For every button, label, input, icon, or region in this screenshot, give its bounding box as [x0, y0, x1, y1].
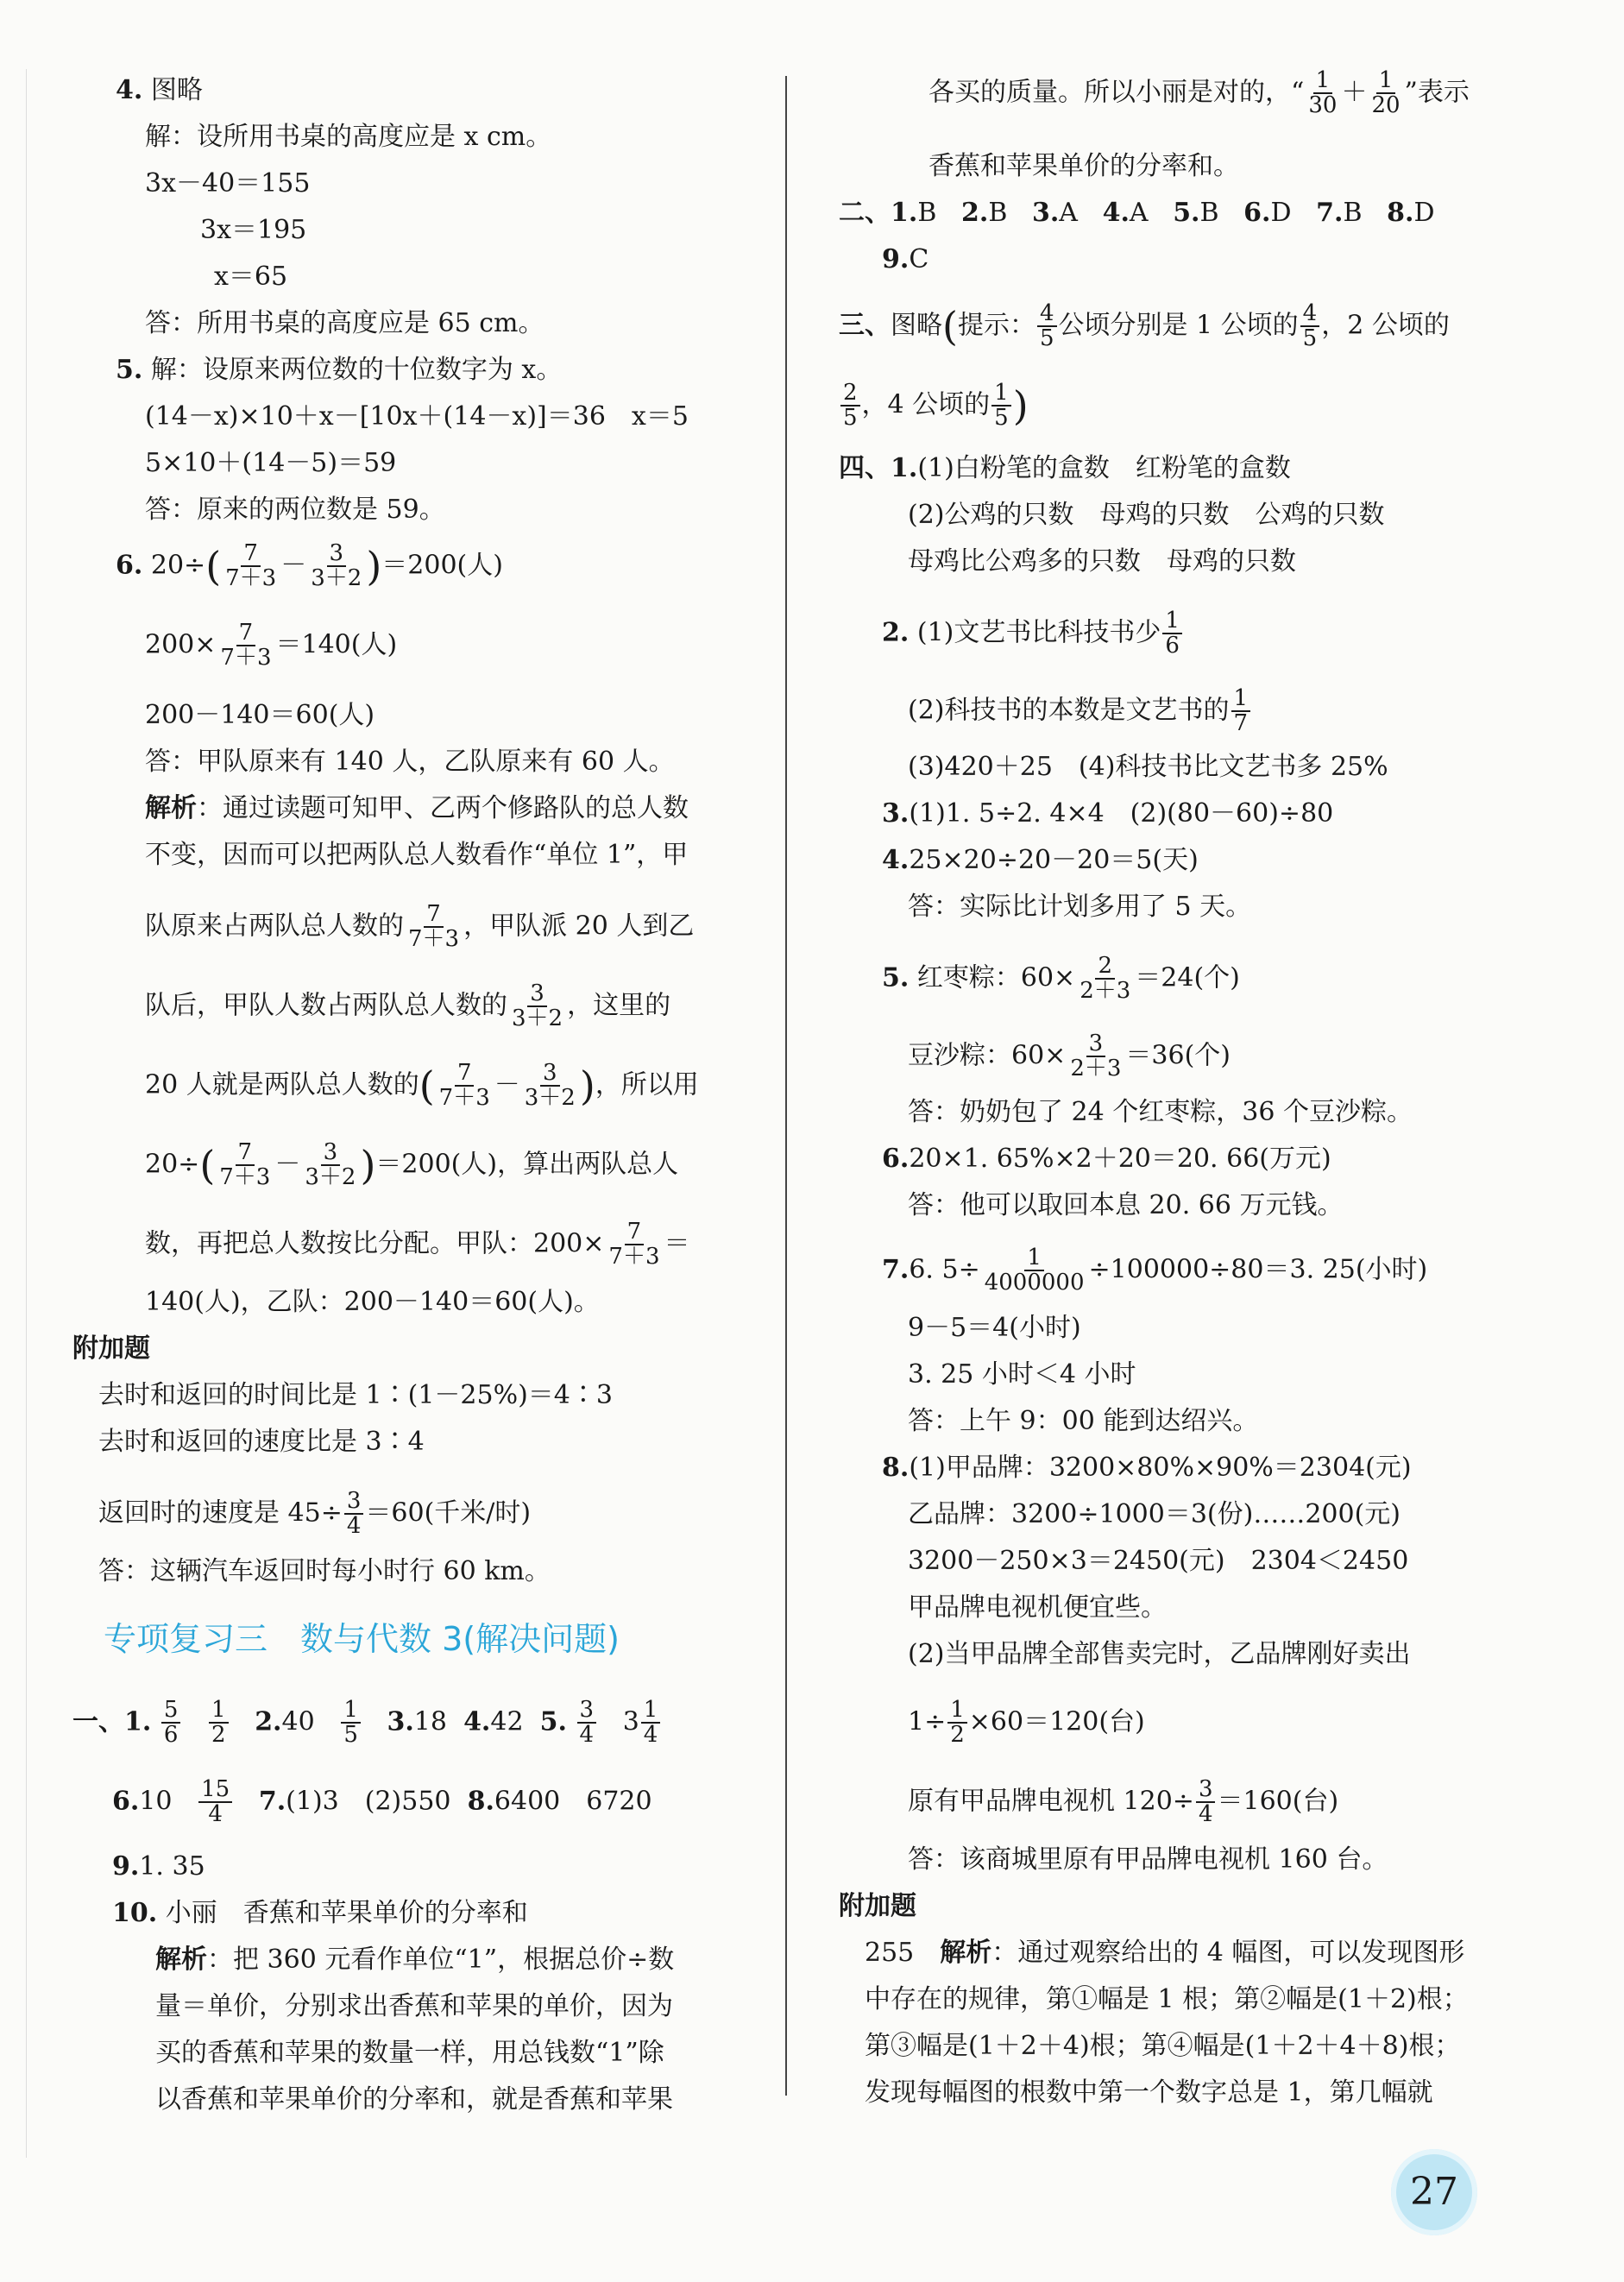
equation: x＝65 [214, 262, 288, 292]
text-line: 3200－250×3＝2450(元) 2304＜2450 [908, 1546, 1409, 1576]
answer-line: 答：这辆汽车返回时每小时行 60 km。 [98, 1556, 551, 1586]
analysis-line: 第③幅是(1＋2＋4)根；第④幅是(1＋2＋4＋8)根； [865, 2031, 1461, 2061]
analysis-line: 20 人就是两队总人数的( $\frac{7}{7+3}$ － $\frac{3}{3+2}$ )，所以用 [145, 1060, 699, 1112]
equation: (14－x)×10＋x－[10x＋(14－x)]＝36 x＝5 [145, 401, 689, 432]
analysis-line: 255 解析：通过观察给出的 4 幅图，可以发现图形 [865, 1938, 1465, 1968]
answer-line: 答：上午 9：00 能到达绍兴。 [908, 1406, 1259, 1436]
text-line: (2)公鸡的只数 母鸡的只数 公鸡的只数 [908, 500, 1385, 530]
answers-line: 4.25×20÷20－20＝5(天) [882, 845, 1199, 875]
answers-line: 2. (1)文艺书比科技书少 $\frac{1}{6}$ [882, 609, 1184, 659]
text-line: 返回时的速度是 45÷ $\frac{3}{4}$ ＝60(千米/时) [98, 1488, 532, 1540]
text-line: 解：设所用书桌的高度应是 x cm。 [145, 122, 552, 152]
analysis-line: 20÷( $\frac{7}{7+3}$ － $\frac{3}{3+2}$ )＝200(人)，算出两队总人 [145, 1139, 679, 1191]
analysis-line: 买的香蕉和苹果的数量一样，用总钱数“1”除 [155, 2038, 664, 2068]
text-line: (2)科技书的本数是文艺书的 $\frac{1}{7}$ [908, 687, 1252, 736]
analysis-line: 不变，因而可以把两队总人数看作“单位 1”，甲 [145, 840, 689, 870]
answers-line: 一、1. $\frac{5}{6}$ $\frac{1}{2}$ 2.40 $\frac{1}{5}$ 3.18 4.42 5. $\frac{3}{4}$ 3 $\frac{1}{4}$ [72, 1699, 662, 1748]
answers-line: 9.1. 35 [112, 1851, 205, 1882]
answer-line: 答：所用书桌的高度应是 65 cm。 [145, 308, 544, 338]
answers-line: 6.10 $\frac{15}{4}$ 7.(1)3 (2)550 8.6400 6720 [112, 1776, 652, 1828]
answer-line: 答：该商城里原有甲品牌电视机 160 台。 [908, 1844, 1388, 1875]
text-line: 3. 25 小时＜4 小时 [908, 1359, 1136, 1390]
fraction: $\frac{3}{3+2}$ [311, 540, 362, 592]
equation: 3x＝195 [200, 215, 307, 245]
equation: 3x－40＝155 [145, 168, 311, 199]
answer-line: 答：原来的两位数是 59。 [145, 495, 445, 525]
analysis-line: 以香蕉和苹果单价的分率和，就是香蕉和苹果 [155, 2084, 673, 2115]
section-title: 专项复习三 数与代数 3(解决问题) [104, 1620, 620, 1658]
text-line: 9－5＝4(小时) [908, 1313, 1081, 1343]
analysis-line: 队后，甲队人数占两队总人数的 $\frac{3}{3+2}$ ，这里的 [145, 980, 671, 1032]
text-line: 去时和返回的时间比是 1∶(1－25%)＝4∶3 [98, 1380, 613, 1410]
analysis-line: 中存在的规律，第①幅是 1 根；第②幅是(1＋2)根； [865, 1984, 1469, 2014]
answers-line: 二、1.B 2.B 3.A 4.A 5.B 6.D 7.B 8.D [839, 198, 1435, 228]
q4-line: 4. 图略 [116, 75, 203, 105]
answer-line: 答：他可以取回本息 20. 66 万元钱。 [908, 1190, 1344, 1220]
analysis-line: 各买的质量。所以小丽是对的，“ $\frac{1}{30}$ ＋ $\frac{1}{20}$ ”表示 [928, 67, 1470, 119]
answers-line: 8.(1)甲品牌：3200×80%×90%＝2304(元) [882, 1453, 1412, 1483]
text-line: 甲品牌电视机便宜些。 [908, 1592, 1167, 1623]
analysis-line: 140(人)，乙队：200－140＝60(人)。 [145, 1287, 600, 1317]
q5-line: 5. 解：设原来两位数的十位数字为 x。 [116, 355, 563, 385]
answers-line: 四、1.(1)白粉笔的盒数 红粉笔的盒数 [839, 453, 1291, 483]
q6-line: 6. 20÷( $\frac{7}{7+3}$ － $\frac{3}{3+2}$ )＝200(人) [116, 540, 503, 592]
equation: 200－140＝60(人) [145, 700, 375, 730]
analysis-line: 解析：通过读题可知甲、乙两个修路队的总人数 [145, 793, 689, 823]
text-line: (3)420＋25 (4)科技书比文艺书多 25% [908, 752, 1388, 782]
margin-rule [26, 69, 27, 2158]
text-line: (2)当甲品牌全部售卖完时，乙品牌刚好卖出 [908, 1639, 1411, 1669]
answer-line: 答：实际比计划多用了 5 天。 [908, 892, 1252, 922]
answers-line: $\frac{2}{5}$ ，4 公顷的 $\frac{1}{5}$ ) [839, 381, 1029, 431]
fraction: $\frac{7}{7+3}$ [225, 540, 277, 592]
answers-line: 9.C [882, 244, 929, 274]
answer-line: 答：甲队原来有 140 人，乙队原来有 60 人。 [145, 747, 675, 777]
answers-line: 7.6. 5÷ $\frac{1}{4000000}$ ÷100000÷80＝3. 25(小时) [882, 1245, 1428, 1296]
analysis-line: 香蕉和苹果单价的分率和。 [928, 151, 1239, 181]
text-line: 乙品牌：3200÷1000＝3(份)……200(元) [908, 1499, 1401, 1529]
text-line: 去时和返回的速度比是 3∶4 [98, 1427, 425, 1457]
text-line: 原有甲品牌电视机 120÷ $\frac{3}{4}$ ＝160(台) [908, 1776, 1339, 1828]
analysis-line: 数，再把总人数按比分配。甲队：200× $\frac{7}{7+3}$ ＝ [145, 1219, 690, 1270]
analysis-line: 发现每幅图的根数中第一个数字总是 1，第几幅就 [865, 2077, 1433, 2108]
analysis-line: 队原来占两队总人数的 $\frac{7}{7+3}$ ，甲队派 20 人到乙 [145, 901, 695, 953]
answers-line: 5. 红枣粽：60× $\frac{2}{2+3}$ ＝24(个) [882, 953, 1240, 1005]
answers-line: 三、图略(提示： $\frac{4}{5}$ 公顷分别是 1 公顷的 $\frac{4}{5}$ ，2 公顷的 [839, 300, 1450, 352]
analysis-line: 量＝单价，分别求出香蕉和苹果的单价，因为 [155, 1991, 673, 2021]
column-divider [785, 76, 787, 2096]
text-line: 1÷ $\frac{1}{2}$ ×60＝120(台) [908, 1697, 1145, 1749]
answers-line: 10. 小丽 香蕉和苹果单价的分率和 [112, 1898, 528, 1928]
extra-title: 附加题 [839, 1891, 916, 1921]
text-line: 豆沙粽：60× $\frac{3}{2+3}$ ＝36(个) [908, 1031, 1231, 1082]
answer-line: 答：奶奶包了 24 个红枣粽，36 个豆沙粽。 [908, 1097, 1413, 1127]
equation: 5×10＋(14－5)＝59 [145, 448, 397, 478]
analysis-line: 解析：把 360 元看作单位“1”，根据总价÷数 [155, 1945, 675, 1975]
answers-line: 6.20×1. 65%×2＋20＝20. 66(万元) [882, 1144, 1331, 1174]
page-number: 27 [1391, 2149, 1477, 2235]
answers-line: 3.(1)1. 5÷2. 4×4 (2)(80－60)÷80 [882, 798, 1334, 829]
text-line: 母鸡比公鸡多的只数 母鸡的只数 [908, 546, 1296, 577]
equation: 200× $\frac{7}{7+3}$ ＝140(人) [145, 620, 398, 671]
extra-title: 附加题 [72, 1333, 150, 1364]
